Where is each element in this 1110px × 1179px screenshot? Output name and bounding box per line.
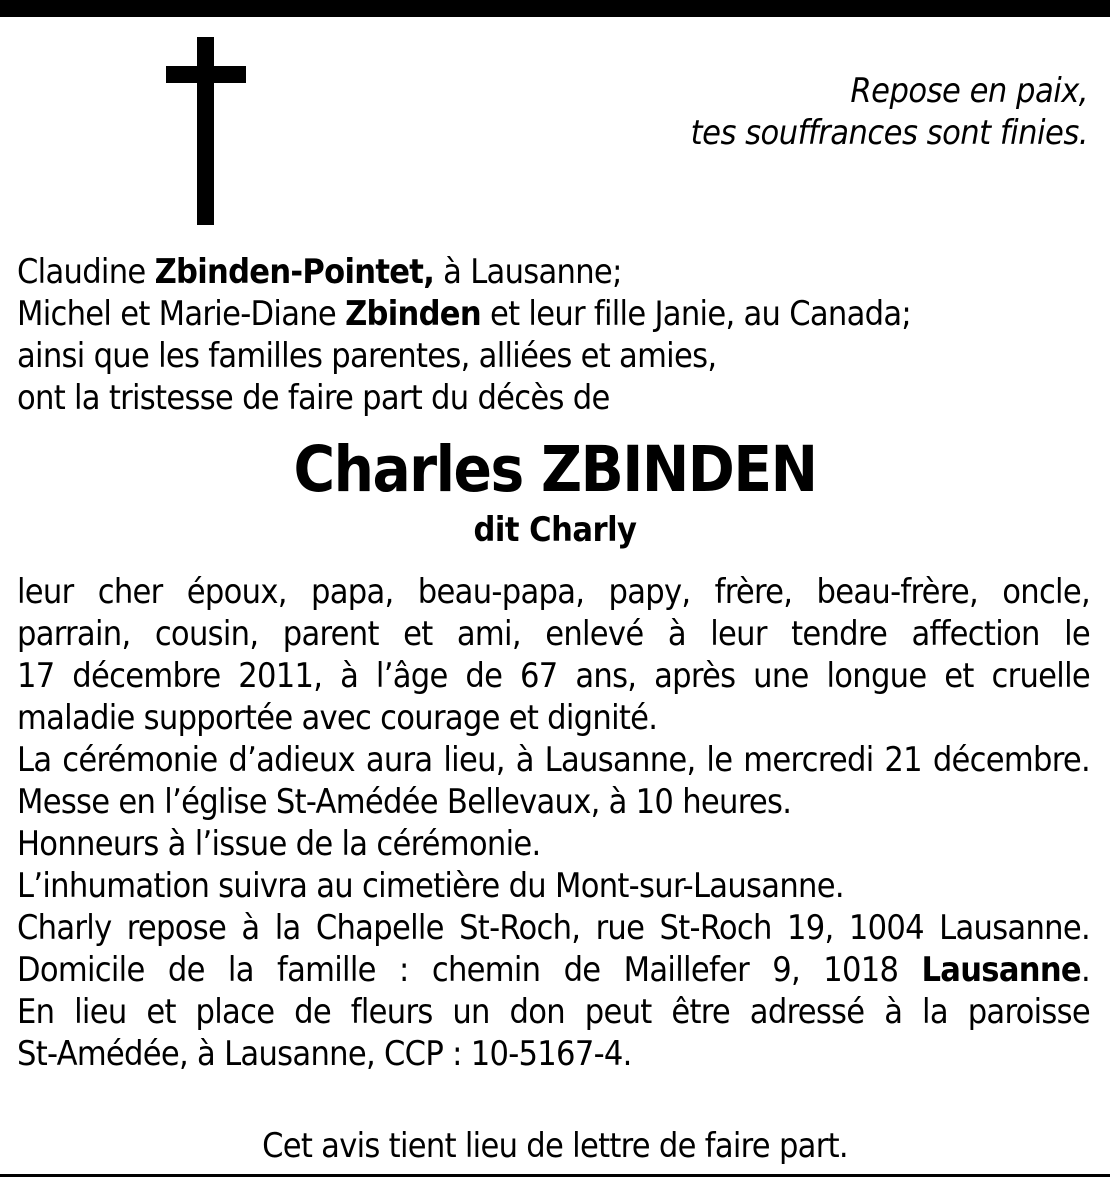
body-line-7: Honneurs à l’issue de la cérémonie.: [17, 824, 541, 864]
body-line-9: Charly repose à la Chapelle St-Roch, rue St-Roch 19, 1004 Lausanne.: [17, 908, 1090, 948]
mourner-line-2-post: et leur fille Janie, au Canada;: [480, 294, 912, 334]
deceased-nickname: dit Charly: [473, 510, 637, 550]
mourner-line-1-name: Zbinden-Pointet,: [154, 252, 435, 292]
mourner-line-2-pre: Michel et Marie-Diane: [17, 294, 346, 334]
cross-icon: [166, 37, 246, 225]
body-line-1: leur cher époux, papa, beau-papa, papy, frère, beau-frère, oncle,: [17, 572, 1090, 612]
body-line-10: [17, 949, 1090, 991]
epitaph-line-1: Repose en paix,: [850, 71, 1088, 111]
body-line-8: L’inhumation suivra au cimetière du Mont-sur-Lausanne.: [17, 866, 844, 906]
cross-horizontal-bar: [166, 66, 246, 83]
mourner-line-2: [17, 293, 911, 335]
epitaph-line-2: tes souffrances sont finies.: [690, 113, 1088, 153]
mourner-line-4: ont la tristesse de faire part du décès de: [17, 378, 610, 418]
top-rule: [0, 0, 1110, 17]
body-line-5: La cérémonie d’adieux aura lieu, à Lausanne, le mercredi 21 décembre.: [17, 740, 1090, 780]
body-line-11: En lieu et place de fleurs un don peut être adressé à la paroisse: [17, 992, 1090, 1032]
announcement-body: [17, 571, 1090, 1075]
mourner-line-3: ainsi que les familles parentes, alliées et amies,: [17, 336, 717, 376]
mourner-line-1-pre: Claudine: [17, 252, 155, 292]
body-line-10-city: Lausanne: [921, 950, 1081, 990]
body-line-12: St-Amédée, à Lausanne, CCP : 10-5167-4.: [17, 1034, 632, 1074]
body-line-4: maladie supportée avec courage et dignité.: [17, 698, 658, 738]
mourners-block: [17, 251, 911, 419]
mourner-line-1-post: à Lausanne;: [434, 252, 622, 292]
body-line-10-post: .: [1080, 950, 1090, 990]
footer-notice: Cet avis tient lieu de lettre de faire part.: [262, 1126, 848, 1166]
body-line-3: 17 décembre 2011, à l’âge de 67 ans, après une longue et cruelle: [17, 656, 1090, 696]
epitaph: [691, 70, 1088, 154]
mourner-line-1: [17, 251, 911, 293]
deceased-name: Charles ZBINDEN: [293, 433, 817, 506]
bottom-rule: [0, 1174, 1110, 1177]
body-line-10-pre: Domicile de la famille : chemin de Maillefer 9, 1018: [17, 950, 922, 990]
mourner-line-2-name: Zbinden: [345, 294, 481, 334]
body-line-2: parrain, cousin, parent et ami, enlevé à leur tendre affection le: [17, 614, 1090, 654]
body-line-6: Messe en l’église St-Amédée Bellevaux, à 10 heures.: [17, 782, 792, 822]
